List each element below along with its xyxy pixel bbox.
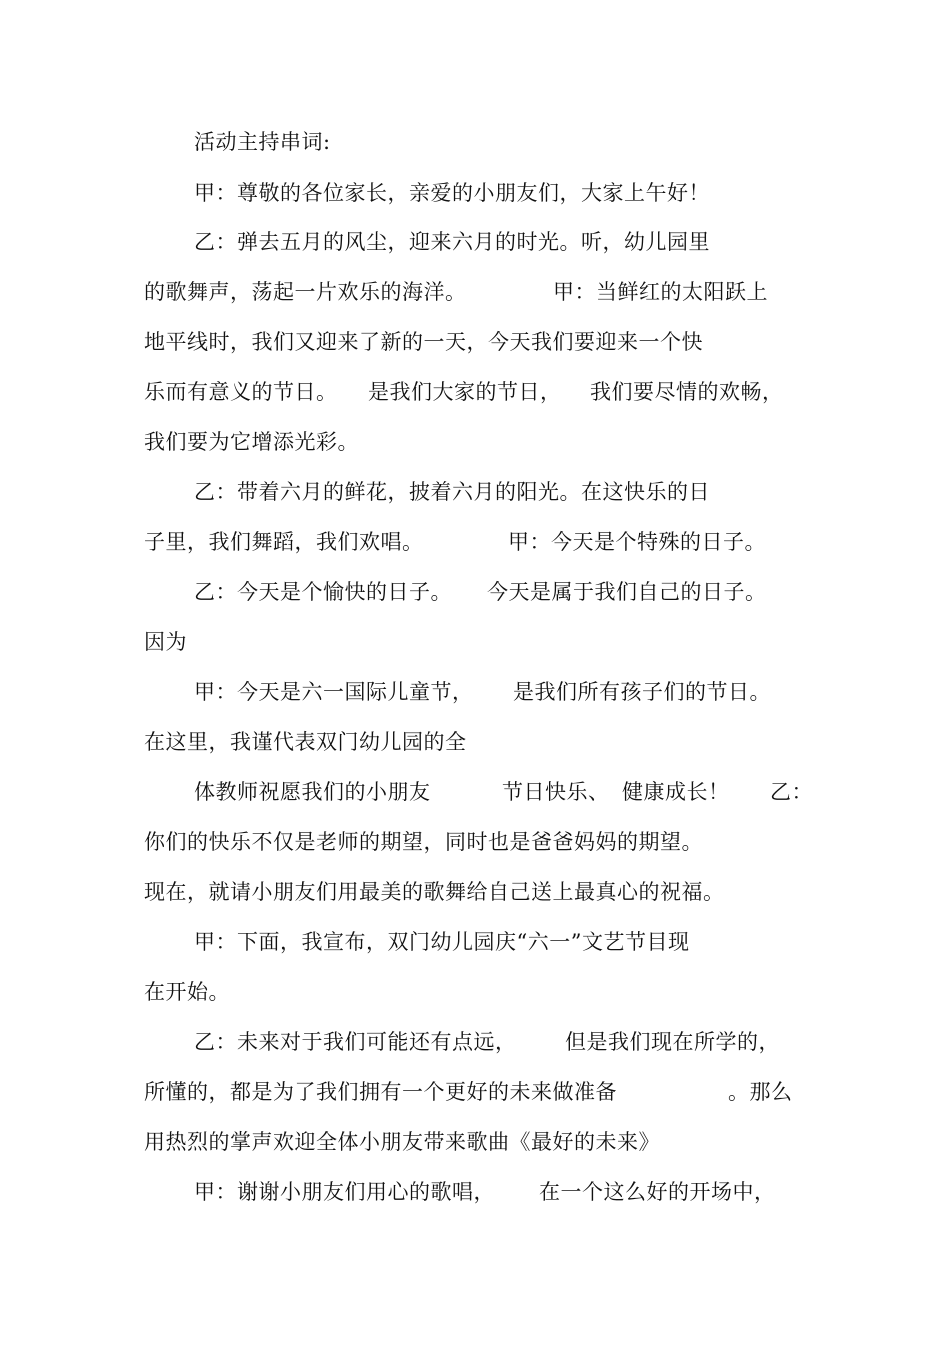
text-line: 现在，就请小朋友们用最美的歌舞给自己送上最真心的祝福。 bbox=[144, 880, 725, 904]
text-line: 甲：下面，我宣布，双门幼儿园庆“六一”文艺节目现 bbox=[194, 930, 690, 954]
text-line: 甲：今天是个特殊的日子。 bbox=[508, 530, 766, 554]
text-line: 乙：今天是个愉快的日子。 bbox=[194, 580, 452, 604]
text-line: 乙：带着六月的鲜花，披着六月的阳光。在这快乐的日 bbox=[194, 480, 710, 504]
text-line: 乐而有意义的节日。 bbox=[144, 380, 338, 404]
text-line: 是我们大家的节日， bbox=[368, 380, 562, 404]
text-line: 乙：未来对于我们可能还有点远， bbox=[194, 1030, 517, 1054]
text-line: 在开始。 bbox=[144, 980, 230, 1004]
text-line: 的歌舞声，荡起一片欢乐的海洋。 bbox=[144, 280, 467, 304]
text-line: 所懂的，都是为了我们拥有一个更好的未来做准备 bbox=[144, 1080, 617, 1104]
text-line: 在一个这么好的开场中， bbox=[539, 1180, 776, 1204]
text-line: 今天是属于我们自己的日子。 bbox=[487, 580, 767, 604]
text-line: 乙：弹去五月的风尘，迎来六月的时光。听，幼儿园里 bbox=[194, 230, 710, 254]
text-line: 地平线时，我们又迎来了新的一天，今天我们要迎来一个快 bbox=[144, 330, 703, 354]
text-line: 。那么 bbox=[728, 1080, 793, 1104]
text-line: 体教师祝愿我们的小朋友 bbox=[194, 780, 431, 804]
text-line: 因为 bbox=[144, 630, 187, 654]
text-line: 我们要尽情的欢畅， bbox=[590, 380, 784, 404]
text-line: 你们的快乐不仅是老师的期望，同时也是爸爸妈妈的期望。 bbox=[144, 830, 703, 854]
text-line: 我们要为它增添光彩。 bbox=[144, 430, 359, 454]
text-line: 甲：谢谢小朋友们用心的歌唱， bbox=[194, 1180, 495, 1204]
text-line: 是我们所有孩子们的节日。 bbox=[513, 680, 771, 704]
text-line: 在这里，我谨代表双门幼儿园的全 bbox=[144, 730, 467, 754]
text-line: 但是我们现在所学的， bbox=[565, 1030, 780, 1054]
text-line: 子里，我们舞蹈，我们欢唱。 bbox=[144, 530, 424, 554]
text-line: 用热烈的掌声欢迎全体小朋友带来歌曲《最好的未来》 bbox=[144, 1130, 660, 1154]
text-line: 乙： bbox=[770, 780, 813, 804]
heading-line: 活动主持串词: bbox=[194, 130, 331, 154]
text-line: 节日快乐、 bbox=[502, 780, 610, 804]
text-line: 甲：当鲜红的太阳跃上 bbox=[553, 280, 768, 304]
text-line: 健康成长！ bbox=[622, 780, 730, 804]
text-line: 甲：今天是六一国际儿童节， bbox=[194, 680, 474, 704]
text-line: 甲：尊敬的各位家长，亲爱的小朋友们，大家上午好！ bbox=[194, 181, 710, 205]
